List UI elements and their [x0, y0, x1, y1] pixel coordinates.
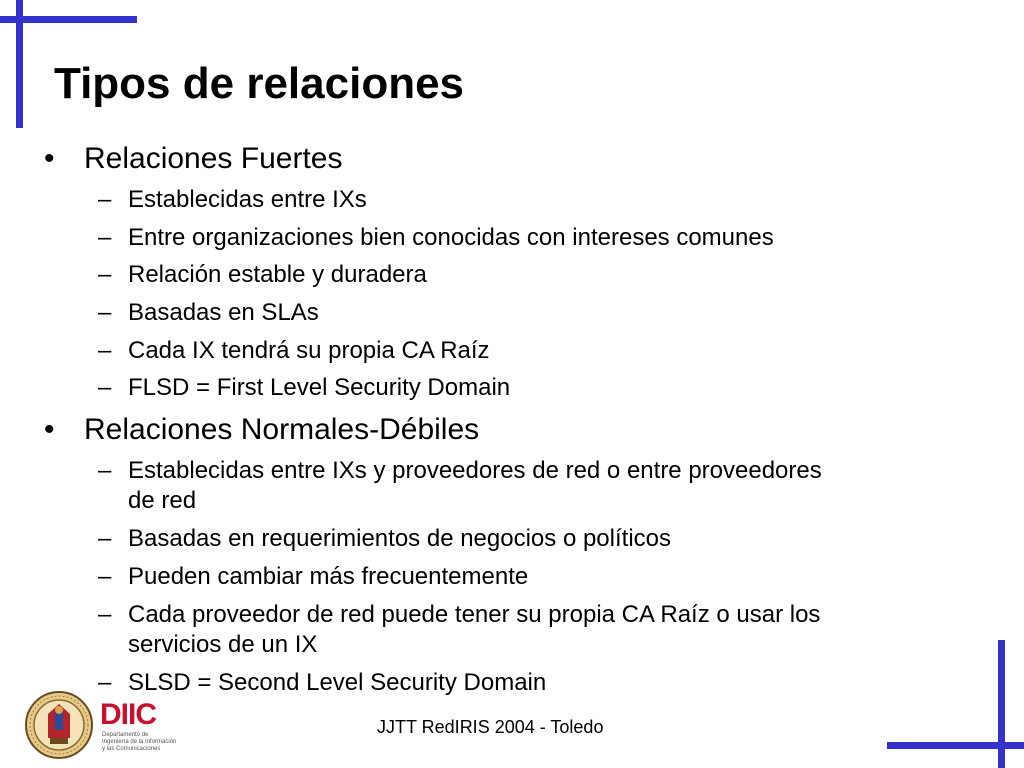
- sub-bullet: [98, 373, 918, 403]
- slide-title: Tipos de relaciones: [54, 59, 465, 108]
- dash: –: [98, 337, 112, 364]
- bullet-label: Relaciones Fuertes: [84, 142, 343, 175]
- sub-bullet: [98, 298, 918, 328]
- sub-bullet-text: Establecidas entre IXs: [128, 186, 367, 213]
- dash: –: [98, 186, 112, 213]
- sub-bullet-text: Basadas en SLAs: [128, 299, 319, 326]
- sub-bullet: [98, 260, 918, 290]
- sub-bullet: [98, 185, 918, 215]
- sub-bullet-text: Cada proveedor de red puede tener su propia CA Raíz o usar los servicios de un IX: [128, 601, 821, 658]
- department-caption-line: Ingeniería de la Información: [102, 739, 177, 745]
- dash: –: [98, 457, 112, 484]
- dash: –: [98, 563, 112, 590]
- sub-bullet-text: Pueden cambiar más frecuentemente: [128, 563, 529, 590]
- bullet-dot: •: [44, 142, 55, 175]
- department-caption-line: y las Comunicaciones: [102, 746, 161, 752]
- dash: –: [98, 525, 112, 552]
- sub-bullet-text: Basadas en requerimientos de negocios o políticos: [128, 525, 671, 552]
- dash: –: [98, 601, 112, 628]
- sub-bullet: [98, 223, 918, 253]
- sub-bullet-text: Cada IX tendrá su propia CA Raíz: [128, 337, 490, 364]
- dash: –: [98, 669, 112, 696]
- footer-text: JJTT RedIRIS 2004 - Toledo: [377, 717, 604, 737]
- sub-bullet-text: Entre organizaciones bien conocidas con intereses comunes: [128, 224, 774, 251]
- dash: –: [98, 261, 112, 288]
- bullet-relaciones-normales-debiles: [44, 412, 480, 448]
- dash: –: [98, 224, 112, 251]
- sub-bullet-text: SLSD = Second Level Security Domain: [128, 669, 547, 696]
- department-logo-word: DIIC: [100, 698, 156, 731]
- dash: –: [98, 299, 112, 326]
- dash: –: [98, 374, 112, 401]
- sub-bullet: [98, 456, 828, 516]
- sub-bullet-text: Relación estable y duradera: [128, 261, 427, 288]
- bullet-dot: •: [44, 413, 55, 446]
- bullet-relaciones-fuertes: [44, 141, 343, 177]
- department-logo: [100, 698, 180, 758]
- sub-bullet: [98, 336, 918, 366]
- sub-bullet: [98, 562, 918, 592]
- sub-bullet-text: FLSD = First Level Security Domain: [128, 374, 511, 401]
- sub-bullet-text: Establecidas entre IXs y proveedores de red o entre proveedores de red: [128, 457, 822, 514]
- sub-bullet: [98, 600, 918, 660]
- department-logo-caption: [102, 732, 176, 753]
- sub-bullet: [98, 524, 918, 554]
- sub-bullet: [98, 668, 918, 698]
- university-seal-icon: [24, 690, 94, 760]
- department-caption-line: Departamento de: [102, 732, 149, 738]
- bullet-label: Relaciones Normales-Débiles: [84, 413, 480, 446]
